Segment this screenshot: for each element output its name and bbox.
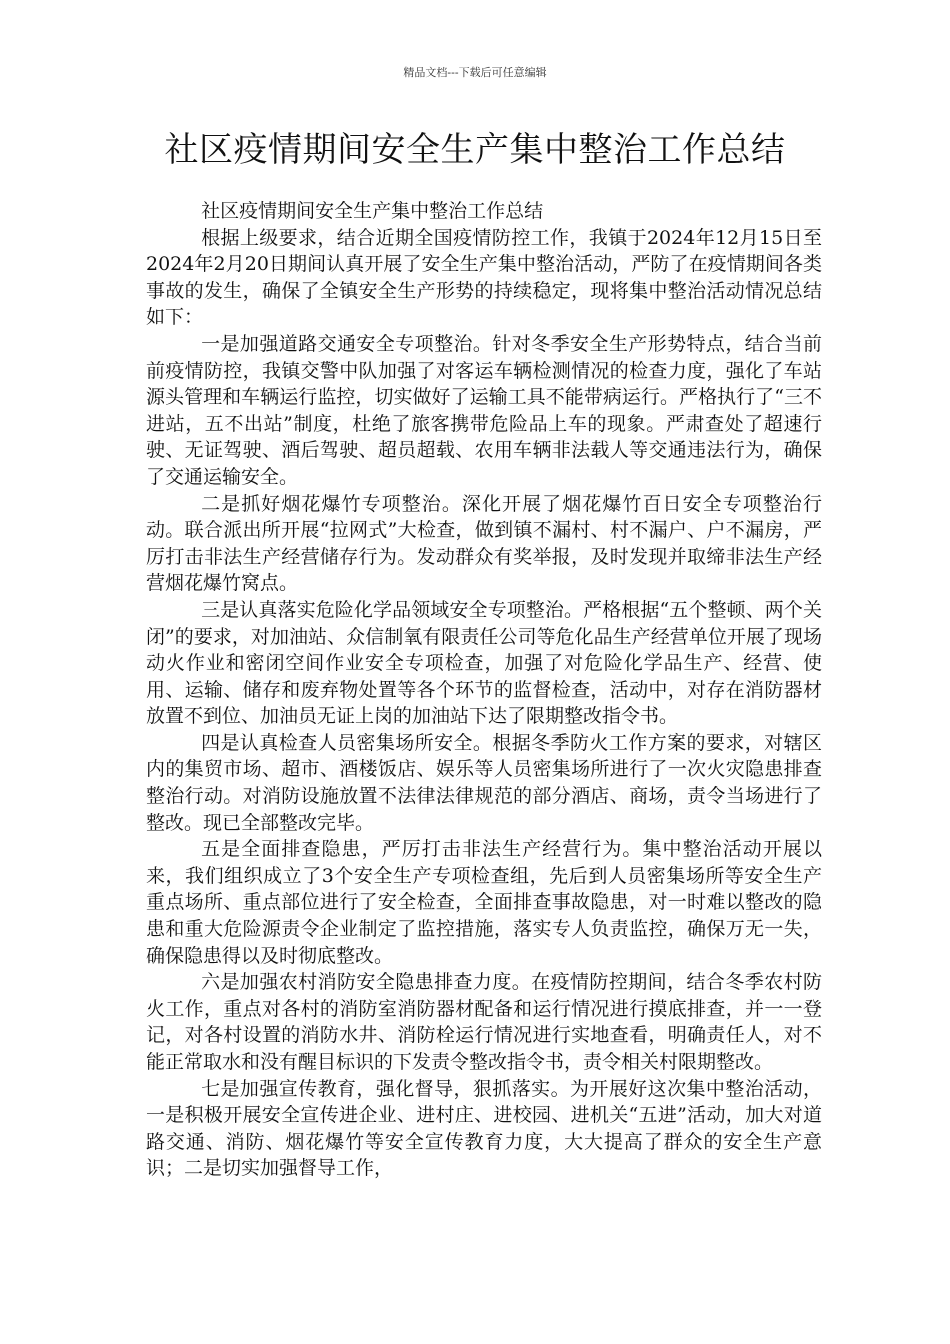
document-body	[146, 198, 822, 1182]
body-paragraph: 一是加强道路交通安全专项整治。针对冬季安全生产形势特点，结合当前前疫情防控，我镇交警中队加强了对客运车辆检测情况的检查力度，强化了车站源头管理和车辆运行监控，切实做好了运输工具不能带病运行。严格执行了“三不进站，五不出站”制度，杜绝了旅客携带危险品上车的现象。严肃查处了超速行驶、无证驾驶、酒后驾驶、超员超载、农用车辆非法载人等交通违法行为，确保了交通运输安全。	[146, 332, 822, 488]
header-note: 精品文档---下载后可任意编辑	[403, 66, 547, 79]
body-paragraph: 三是认真落实危险化学品领域安全专项整治。严格根据“五个整顿、两个关闭”的要求，对加油站、众信制氧有限责任公司等危化品生产经营单位开展了现场动火作业和密闭空间作业安全专项检查，加强了对危险化学品生产、经营、使用、运输、储存和废弃物处置等各个环节的监督检查，活动中，对存在消防器材放置不到位、加油员无证上岗的加油站下达了限期整改指令书。	[146, 598, 822, 728]
body-paragraph: 五是全面排查隐患，严厉打击非法生产经营行为。集中整治活动开展以来，我们组织成立了3个安全生产专项检查组，先后到人员密集场所等安全生产重点场所、重点部位进行了安全检查，全面排查事故隐患，对一时难以整改的隐患和重大危险源责令企业制定了监控措施，落实专人负责监控，确保万无一失，确保隐患得以及时彻底整改。	[146, 838, 822, 967]
body-paragraph: 二是抓好烟花爆竹专项整治。深化开展了烟花爆竹百日安全专项整治行动。联合派出所开展“拉网式”大检查，做到镇不漏村、村不漏户、户不漏房，严厉打击非法生产经营储存行为。发动群众有奖举报，及时发现并取缔非法生产经营烟花爆竹窝点。	[146, 492, 822, 595]
body-paragraph: 社区疫情期间安全生产集中整治工作总结	[201, 200, 544, 222]
body-paragraph: 七是加强宣传教育，强化督导，狠抓落实。为开展好这次集中整治活动，一是积极开展安全宣传进企业、进村庄、进校园、进机关“五进”活动，加大对道路交通、消防、烟花爆竹等安全宣传教育力度，大大提高了群众的安全生产意识；二是切实加强督导工作，	[146, 1077, 822, 1180]
body-paragraph: 四是认真检查人员密集场所安全。根据冬季防火工作方案的要求，对辖区内的集贸市场、超市、酒楼饭店、娱乐等人员密集场所进行了一次火灾隐患排查整治行动。对消防设施放置不法律法律规范的部分酒店、商场，责令当场进行了整改。现已全部整改完毕。	[146, 731, 822, 834]
document-title: 社区疫情期间安全生产集中整治工作总结	[164, 130, 786, 170]
body-paragraph: 六是加强农村消防安全隐患排查力度。在疫情防控期间，结合冬季农村防火工作，重点对各村的消防室消防器材配备和运行情况进行摸底排查，并一一登记，对各村设置的消防水井、消防栓运行情况进行实地查看，明确责任人，对不能正常取水和没有醒目标识的下发责令整改指令书，责令相关村限期整改。	[146, 971, 822, 1073]
body-paragraph: 根据上级要求，结合近期全国疫情防控工作，我镇于2024年12月15日至2024年2月20日期间认真开展了安全生产集中整治活动，严防了在疫情期间各类事故的发生，确保了全镇安全生产形势的持续稳定，现将集中整治活动情况总结如下：	[146, 226, 822, 329]
